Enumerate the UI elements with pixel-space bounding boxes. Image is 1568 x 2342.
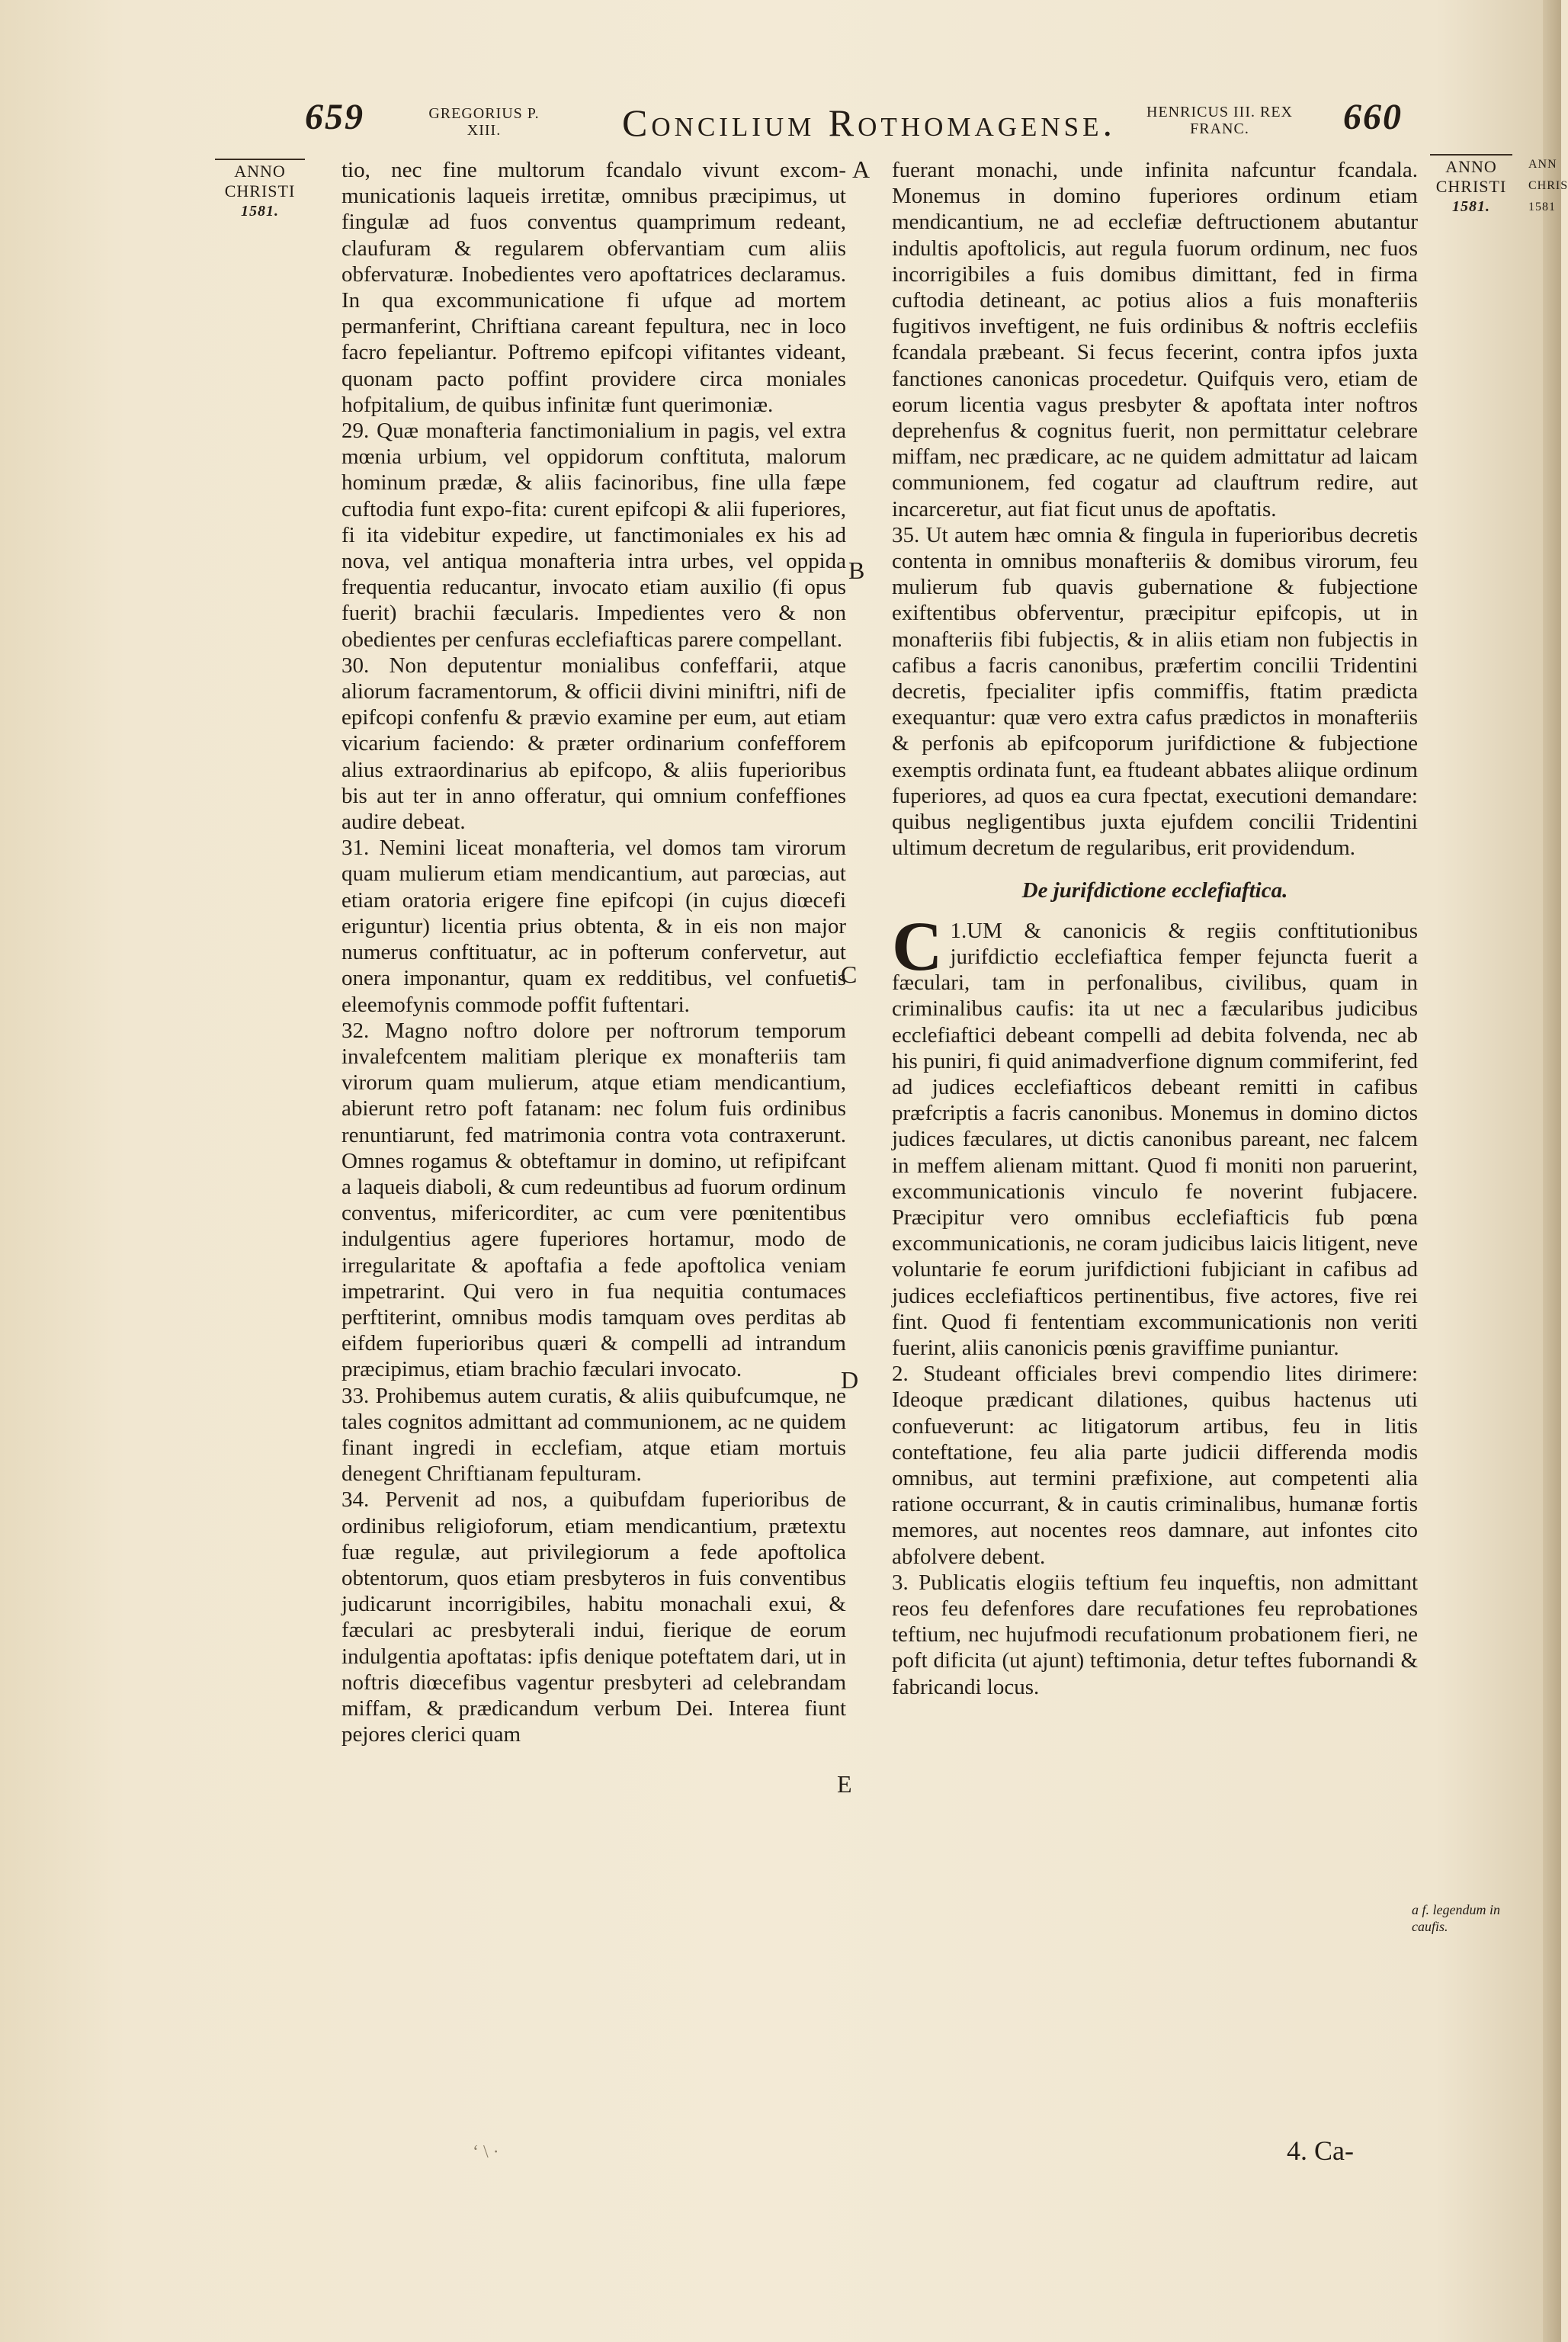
margin-rule [1430,154,1512,156]
section-letter-d: D [841,1366,859,1394]
catchword: 4. Ca- [1287,2135,1354,2166]
paragraph: 34. Pervenit ad nos, a quibufdam fuperioribus de ordinibus religioforum, etiam mendicantium, prætextu fuæ regulæ, aut privilegiorum a fede apoftolica obtentorum, quos etiam presbyteros in fuis conventibus judicarunt incorrigibiles, habitu monachali exui, & fæculari ac presbyterali indui, fierique de eorum indulgentia apoftatas: ipfis denique poteftatem dari, ut in noftris diœcefibus vagentur presbyteri ad celebrandam miffam, & prædicandum verbum Dei. Interea fiunt pejores clerici quam [341,1487,846,1747]
margin-year-next-page: ANN CHRIS 1581 [1528,158,1568,213]
page-header [305,96,1403,149]
paragraph: 3. Publicatis elogiis teftium feu inqueftis, non admittant reos feu defenfores dare recufationes feu reprobationes teftium, nec hujufmodi recufationum probationem fieri, ne poft dificita (ut ajunt) teftimonia, detur teftes fubornandi & fabricandi locus. [892,1570,1418,1699]
next-page-edge [1543,0,1561,2342]
margin-year: 1581. [241,203,279,220]
margin-year-right [1425,154,1517,217]
margin-anno: ANNO [234,162,286,181]
margin-footnote: a f. legendum in caufis. [1412,1902,1500,1934]
paragraph: tio, nec fine multorum fcandalo vivunt excom-municationis laqueis irretitæ, omnibus præcipimus, ut fingulæ ad fuos conventus quamprimum redeant, claufuram & regularem obfervantiam cum aliis obfervaturæ. Inobedientes vero apoftatrices declaramus. In qua excommunicatione fi ufque ad mortem permanferint, Chriftiana careant fepultura, nec in loco facro fepeliantur. Poftremo epifcopi vifitantes videant, quonam pacto poffint providere circa moniales hofpitalium, de quibus infinitæ funt querimoniæ. [341,158,846,417]
margin-year: 1581. [1452,198,1490,215]
margin-rule [215,159,305,160]
section-letter-a: A [852,156,871,183]
paragraph-first [892,906,1418,1361]
paragraph: fuerant monachi, unde infinita nafcuntur fcandala. Monemus in domino fuperiores ordinum etiam mendicantium, ne ad ecclefiæ deftructionem abutantur indultis apoftolicis, aut regula fuorum ordinum, nec fuos incorrigibiles a fuis domibus dimittant, fed in firma cuftodia detineant, ac potius alios a fuis monafteriis fugitivos inveftigent, ne fuis ordinibus & noftris ecclefiis fcandala præbeant. Si fecus fecerint, contra ipfos juxta fanctiones canonicas procedetur. Quifquis vero, etiam de eorum licentia vagus presbyter & apoftata inter noftros deprehenfus & cognitus fuerit, non permittatur celebrare miffam, nec prædicare, ac ne quidem admittatur ad laicam communionem, fed cogatur ad clauftrum redire, aut incarceretur, aut fiat ficut unus de apoftatis. [892,158,1418,521]
right-column [892,157,1418,1700]
margin-anno: ANNO [1445,157,1497,176]
margin-year-left [210,159,309,221]
header-pope: GREGORIUS P. XIII. [428,105,540,139]
section-letter-c: C [841,961,858,988]
paragraph: 2. Studeant officiales brevi compendio lites dirimere: Ideoque prædicant dilationes, quibus hactenus uti confueverunt: ac litigatorum artibus, feu in litis conteftatione, feu alia parte judicii differenda modis omnibus, aut termini præfixione, aut competenti alia ratione occurrant, & in cautis criminalibus, humanæ fortis memores, aut nocentes reos damnare, aut infontes cito abfolvere debent. [892,1362,1418,1569]
page-number-left: 659 [305,97,364,137]
paragraph: 33. Prohibemus autem curatis, & aliis quibufcumque, ne tales cognitos admittant ad communionem, ac ne quidem finant ingredi in ecclefiam, atque etiam mortuis denegent Chriftianam fepulturam. [341,1383,846,1487]
margin-christi: CHRISTI [224,181,296,201]
margin-christi: CHRISTI [1435,177,1507,196]
paragraph: 30. Non deputentur monialibus confeffarii, atque aliorum facramentorum, & officii divini miniftri, nifi de epifcopi confenfu & prævio examine per eum, aut etiam vicarium faciendo: & præter ordinarium confefforem alius extraordinarius ab epifcopo, & aliis fuperioribus bis aut ter in anno offeratur, qui omnium confeffiones audire debeat. [341,653,846,835]
drop-cap: C [892,906,943,985]
paragraph: 29. Quæ monafteria fanctimonialium in pagis, vel extra mœnia urbium, vel oppidorum conftituta, malorum hominum prædæ, & aliis facinoribus, fine ulla fæpe cuftodia funt expo-fita: curent epifcopi & alii fuperiores, fi ita videbitur expedire, ut fanctimoniales ex his ad nova, vel antiqua monafteria intra urbes, vel oppida frequentia reducantur, invocato etiam auxilio (fi opus fuerit) brachii fæcularis. Impedientes vero & non obedientes per cenfuras ecclefiafticas parere compellant. [341,419,846,652]
stray-marks: ʻ \ · [473,2142,499,2162]
section-number: 1. [950,918,967,943]
section-letter-b: B [848,557,865,584]
left-column [341,157,846,1747]
section-letter-e: E [837,1770,852,1798]
paragraph-text: UM & canonicis & regiis conftitutionibus jurifdictio ecclefiaftica femper fejuncta fuerit a fæculari, tam in perfonalibus, civilibus, quam in criminalibus caufis: ita ut nec a fæcularibus judicibus ecclefiaftici debeant compelli ad debita folvenda, nec ab his puniri, fi quid animadverfione dignum commiferint, fed ad judices ecclefiafticos debeant remitti in cafibus præfcriptis a facris canonibus. Monemus in domino dictos judices fæculares, ut dictis canonibus pareant, nec falcem in meffem alienam mittant. Quod fi moniti non paruerint, excommunicationis vinculo fe noverint fubjacere. Præcipitur vero omnibus ecclefiafticis fub pœna excommunicationis, ne coram judicibus laicis litigent, neve voluntarie fe eorum jurifdictioni fubjiciant in cafibus ad judices ecclefiafticos pertinentibus, five actores, five rei fint. Quod fi fententiam excommunicationis non veriti fuerint, aliis canonicis pœnis graviffime puniantur. [892,918,1418,1360]
running-title: Concilium Rothomagense. [621,101,1117,144]
paragraph: 32. Magno noftro dolore per noftrorum temporum invalefcentem malitiam plerique ex monafteriis tam virorum quam mulierum, atque etiam mendicantium, abierunt retro poft fatanam: nec folum fuis ordinibus renuntiarunt, fed matrimonia contra vota contraxerunt. Omnes rogamus & obteftamur in domino, ut refipifcant a laqueis diaboli, & cum redeuntibus ad fuorum ordinum conventus, mifericorditer, ac cum vere pœnitentibus indulgentius agere fuperiores hortamur, modo de irregularitate & apoftafia a fede apoftolica veniam impetrarint. Qui vero in fua nequitia contumaces perftiterint, omnibus modis tamquam oves perditas ab eifdem fuperioribus quæri & compelli ad intrandum præcipimus, etiam brachio fæculari invocato. [341,1018,846,1382]
header-king: HENRICUS III. REX FRANC. [1146,104,1293,137]
paragraph: 31. Nemini liceat monafteria, vel domos tam virorum quam mulierum etiam mendicantium, aut parœcias, aut etiam oratoria erigere fine epifcopi (in cujus diœcefi eriguntur) licentia prius obtenta, & in eis non major numerus conftituatur, ac in pofterum confervetur, aut onera imponantur, quam ex redditibus, vel confuetis eleemofynis commode poffit fuftentari. [341,836,846,1017]
section-heading: De jurifdictione ecclefiaftica. [1021,878,1288,903]
paragraph: 35. Ut autem hæc omnia & fingula in fuperioribus decretis contenta in omnibus monafteriis & domibus virorum, feu mulierum fub quavis gubernatione & fubjectione exiftentibus obferventur, præcipitur epifcopis, ut in monafteriis fibi fubjectis, & in aliis etiam non fubjectis in cafibus a facris canonibus, præfertim concilii Tridentini decretis, fpecialiter ipfis commiffis, ftatim prædicta exequantur: quæ vero extra cafus prædictos in monafteriis & perfonis ab epifcoporum jurifdictione & fubjectione exemptis ordinata funt, ea ftudeant abbates aliique ordinum fuperiores, ad quos ea cura fpectat, executioni demandare: quibus negligentibus juxta ejufdem concilii Tridentini ultimum decretum de regularibus, erit providendum. [892,522,1418,861]
page-number-right: 660 [1343,97,1403,137]
